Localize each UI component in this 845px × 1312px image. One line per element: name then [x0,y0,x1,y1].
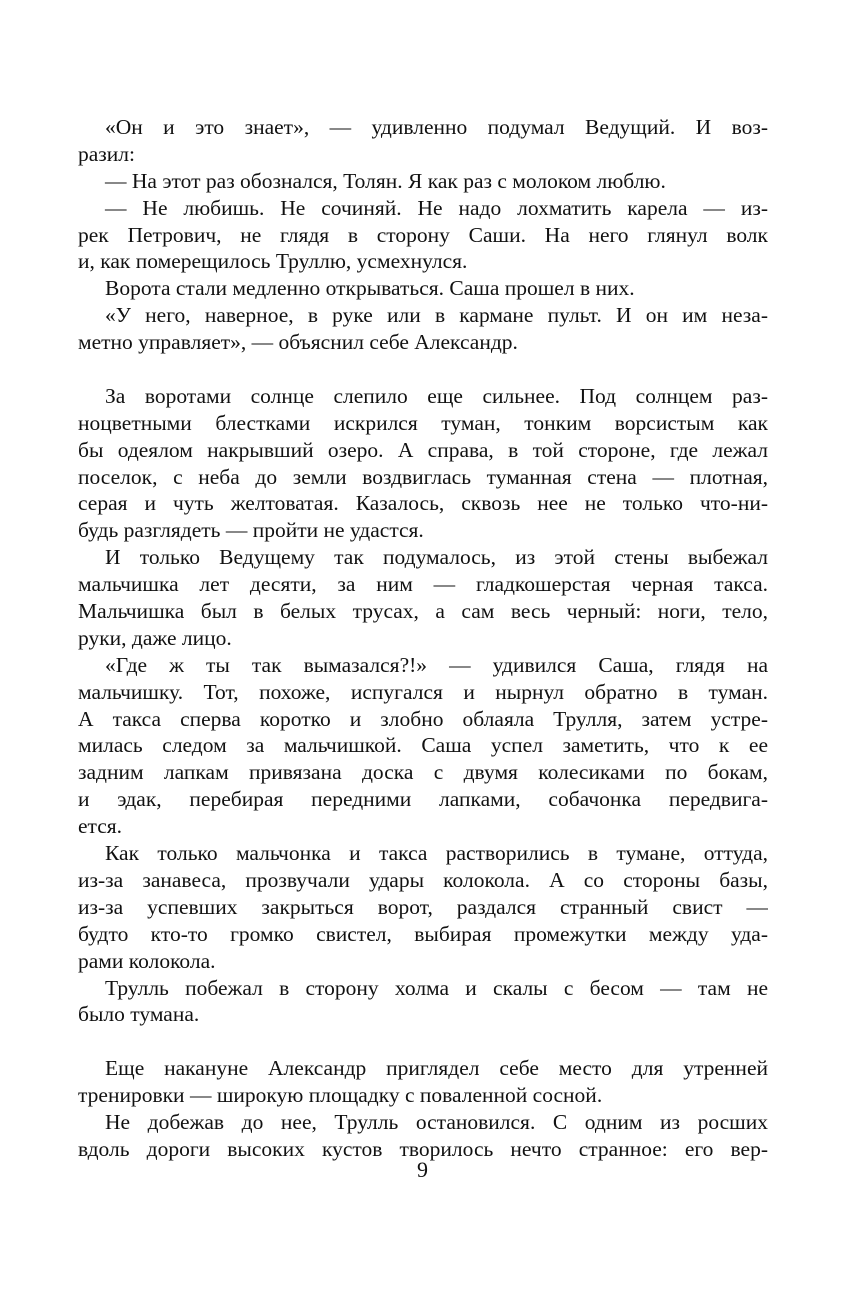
text-line: милась следом за мальчишкой. Саша успел заметить, что к ее [78,733,768,758]
text-line: будто кто-то громко свистел, выбирая промежутки между уда- [78,921,768,946]
text-line: и эдак, перебирая передними лапками, собачонка передвига- [78,787,768,812]
text-line: — Не любишь. Не сочиняй. Не надо лохматить карела — из- [105,195,768,220]
text-line: разил: [78,141,135,166]
text-line: рек Петрович, не глядя в сторону Саши. На него глянул волк [78,222,768,247]
paragraph [78,195,768,276]
text-line: мальчишка лет десяти, за ним — гладкошерстая черная такса. [78,572,768,597]
section-break [78,356,768,383]
paragraph [78,275,768,302]
text-line: ется. [78,814,123,839]
text-line: бы одеялом накрывший озеро. А справа, в той стороне, где лежал [78,437,768,462]
text-line: метно управляет», — объяснил себе Александр. [78,330,518,355]
page-number: 9 [417,1157,428,1182]
paragraph [78,544,768,652]
text-line: «Где ж ты так вымазался?!» — удивился Саша, глядя на [105,652,768,677]
text-line: А такса сперва коротко и злобно облаяла Трулля, затем устре- [78,706,768,731]
text-line: из-за занавеса, прозвучали удары колокола. А со стороны базы, [78,867,768,892]
section-break [78,1028,768,1055]
text-line: и, как померещилось Труллю, усмехнулся. [78,249,468,274]
paragraph [78,840,768,974]
text-line: Мальчишка был в белых трусах, а сам весь черный: ноги, тело, [78,599,768,624]
page-body-text [78,114,768,1163]
text-line: ноцветными блестками искрился туман, тонким ворсистым как [78,410,768,435]
text-line: серая и чуть желтоватая. Казалось, сквозь нее не только что-ни- [78,491,768,516]
paragraph [78,1109,768,1163]
text-line: руки, даже лицо. [78,625,232,650]
text-line: За воротами солнце слепило еще сильнее. Под солнцем раз- [105,383,768,408]
text-line: — На этот раз обознался, Толян. Я как раз с молоком люблю. [105,168,666,193]
text-line: будь разглядеть — пройти не удастся. [78,518,424,543]
paragraph [78,383,768,544]
text-line: из-за успевших закрыться ворот, раздался странный свист — [78,894,768,919]
text-line: Трулль побежал в сторону холма и скалы с бесом — там не [105,975,768,1000]
text-line: вдоль дороги высоких кустов творилось нечто странное: его вер- [78,1136,768,1161]
paragraph [78,1055,768,1109]
text-line: поселок, с неба до земли воздвиглась туманная стена — плотная, [78,464,768,489]
text-line: рами колокола. [78,948,216,973]
text-line: тренировки — широкую площадку с поваленной сосной. [78,1083,603,1108]
text-line: Ворота стали медленно открываться. Саша прошел в них. [105,276,635,301]
text-line: было тумана. [78,1002,200,1027]
text-line: мальчишку. Тот, похоже, испугался и нырнул обратно в туман. [78,679,768,704]
text-line: «Он и это знает», — удивленно подумал Ведущий. И воз- [105,115,768,139]
paragraph [78,975,768,1029]
text-line: И только Ведущему так подумалось, из этой стены выбежал [105,545,768,570]
paragraph [78,302,768,356]
text-line: Не добежав до нее, Трулль остановился. С одним из росших [105,1109,768,1134]
paragraph [78,168,768,195]
text-line: задним лапкам привязана доска с двумя колесиками по бокам, [78,760,768,785]
text-line: «У него, наверное, в руке или в кармане пульт. И он им неза- [105,303,768,328]
text-line: Как только мальчонка и такса растворились в тумане, оттуда, [105,841,768,866]
paragraph [78,114,768,168]
text-line: Еще накануне Александр приглядел себе место для утренней [105,1056,768,1081]
paragraph [78,652,768,840]
